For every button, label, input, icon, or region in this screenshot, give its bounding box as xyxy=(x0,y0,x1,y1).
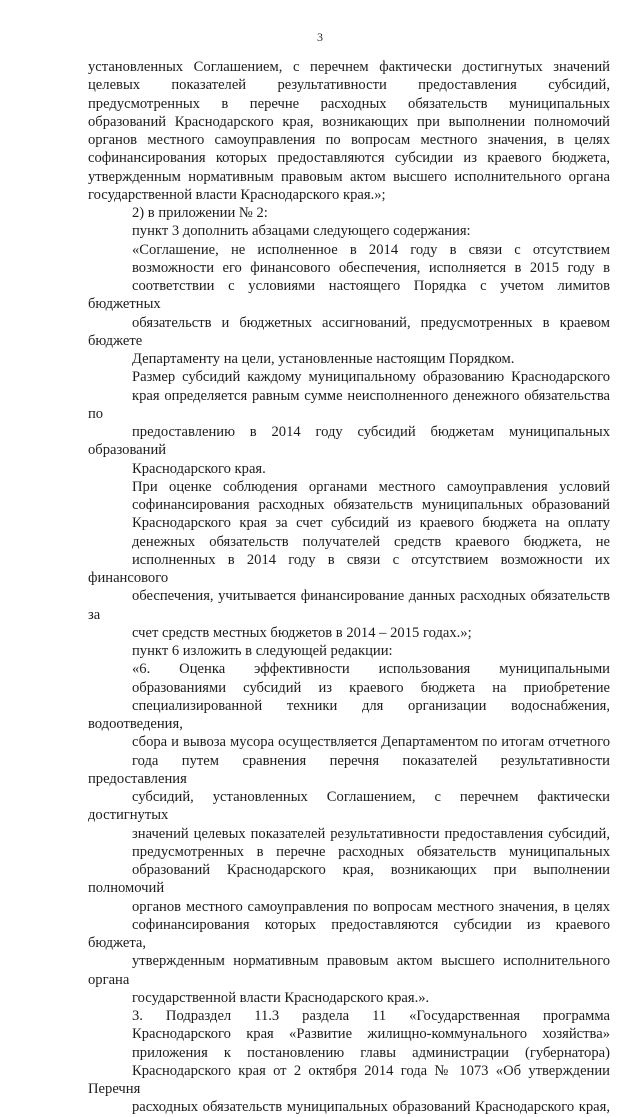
paragraph xyxy=(88,204,610,222)
text-line: софинансирования расходных обязательств муниципальных образований xyxy=(132,497,610,513)
text-line: установленных Соглашением, с перечнем фактически достигнутых значений xyxy=(88,59,610,75)
paragraph xyxy=(88,478,610,642)
paragraph xyxy=(88,222,610,240)
text-line: «6. Оценка эффективности использования муниципальными xyxy=(132,661,610,678)
text-line: целевых показателей результативности предоставления субсидий, xyxy=(88,77,610,94)
text-line: специализированной техники для организации водоснабжения, водоотведения, xyxy=(88,697,610,732)
text-line: пункт 3 дополнить абзацами следующего содержания: xyxy=(132,223,471,240)
text-line: значений целевых показателей результативности предоставления субсидий, xyxy=(132,825,610,842)
text-line: счет средств местных бюджетов в 2014 – 2015 годах.»; xyxy=(132,624,472,641)
text-line: исполненных в 2014 году в связи с отсутствием возможности их финансового xyxy=(88,551,610,586)
text-line: края определяется равным сумме неисполненного денежного обязательства по xyxy=(88,387,610,422)
paragraph xyxy=(88,642,610,660)
text-line: 3. Подраздел 11.3 раздела 11 «Государственная программа xyxy=(132,1008,610,1024)
text-line: года путем сравнения перечня показателей результативности предоставления xyxy=(88,752,610,787)
text-line: органов местного самоуправления по вопросам местного значения, в целях xyxy=(88,132,610,148)
text-line: Департаменту на цели, установленные настоящим Порядком. xyxy=(132,351,515,367)
text-line: утвержденным нормативным правовым актом высшего исполнительного органа xyxy=(88,953,610,988)
paragraph xyxy=(88,1007,610,1117)
text-line: образованиями субсидий из краевого бюджета на приобретение xyxy=(132,679,610,696)
paragraph xyxy=(88,58,610,204)
page-number: 3 xyxy=(317,30,323,44)
text-line: сбора и вывоза мусора осуществляется Департаментом по итогам отчетного xyxy=(132,734,610,751)
text-line: софинансирования которых предоставляются субсидии из краевого бюджета, xyxy=(88,916,610,951)
text-line: образований Краснодарского края, возникающих при выполнении полномочий xyxy=(88,862,610,897)
text-line: утвержденным нормативным правовым актом высшего исполнительного органа xyxy=(88,168,610,185)
text-line: образований Краснодарского края, возникающих при выполнении полномочий xyxy=(88,113,610,130)
text-line: Краснодарского края от 2 октября 2014 года № 1073 «Об утверждении Перечня xyxy=(88,1062,610,1097)
text-line: денежных обязательств получателей средств краевого бюджета, не xyxy=(132,533,610,550)
text-line: возможности его финансового обеспечения, исполняется в 2015 году в xyxy=(132,259,610,276)
text-line: предоставлению в 2014 году субсидий бюджетам муниципальных образований xyxy=(88,424,610,459)
text-line: Краснодарского края «Развитие жилищно-коммунального хозяйства» xyxy=(132,1026,610,1043)
paragraph xyxy=(88,241,610,369)
text-line: Краснодарского края за счет субсидий из краевого бюджета на оплату xyxy=(132,515,610,532)
text-line: субсидий, установленных Соглашением, с перечнем фактически достигнутых xyxy=(88,789,610,824)
text-line: предусмотренных в перечне расходных обязательств муниципальных xyxy=(132,843,610,860)
text-line: соответствии с условиями настоящего Порядка с учетом лимитов бюджетных xyxy=(88,278,610,313)
text-line: органов местного самоуправления по вопросам местного значения, в целях xyxy=(132,898,610,915)
document-body xyxy=(88,58,610,1117)
text-line: 2) в приложении № 2: xyxy=(132,205,268,221)
text-line: обязательств и бюджетных ассигнований, предусмотренных в краевом бюджете xyxy=(88,314,610,349)
text-line: расходных обязательств муниципальных образований Краснодарского края, xyxy=(132,1099,610,1116)
text-line: государственной власти Краснодарского края.». xyxy=(132,989,430,1006)
paragraph xyxy=(88,660,610,1007)
text-line: При оценке соблюдения органами местного самоуправления условий xyxy=(132,478,610,495)
text-line: государственной власти Краснодарского края.»; xyxy=(88,186,386,203)
text-line: обеспечения, учитывается финансирование данных расходных обязательств за xyxy=(88,588,610,623)
text-line: софинансирования которых предоставляются субсидии из краевого бюджета, xyxy=(88,150,610,167)
text-line: «Соглашение, не исполненное в 2014 году в связи с отсутствием xyxy=(132,241,610,258)
text-line: приложения к постановлению главы администрации (губернатора) xyxy=(132,1044,610,1061)
text-line: предусмотренных в перечне расходных обязательств муниципальных xyxy=(88,95,610,112)
text-line: Краснодарского края. xyxy=(132,460,266,477)
text-line: пункт 6 изложить в следующей редакции: xyxy=(132,643,393,659)
paragraph xyxy=(88,368,610,478)
text-line: Размер субсидий каждому муниципальному образованию Краснодарского xyxy=(132,369,610,386)
